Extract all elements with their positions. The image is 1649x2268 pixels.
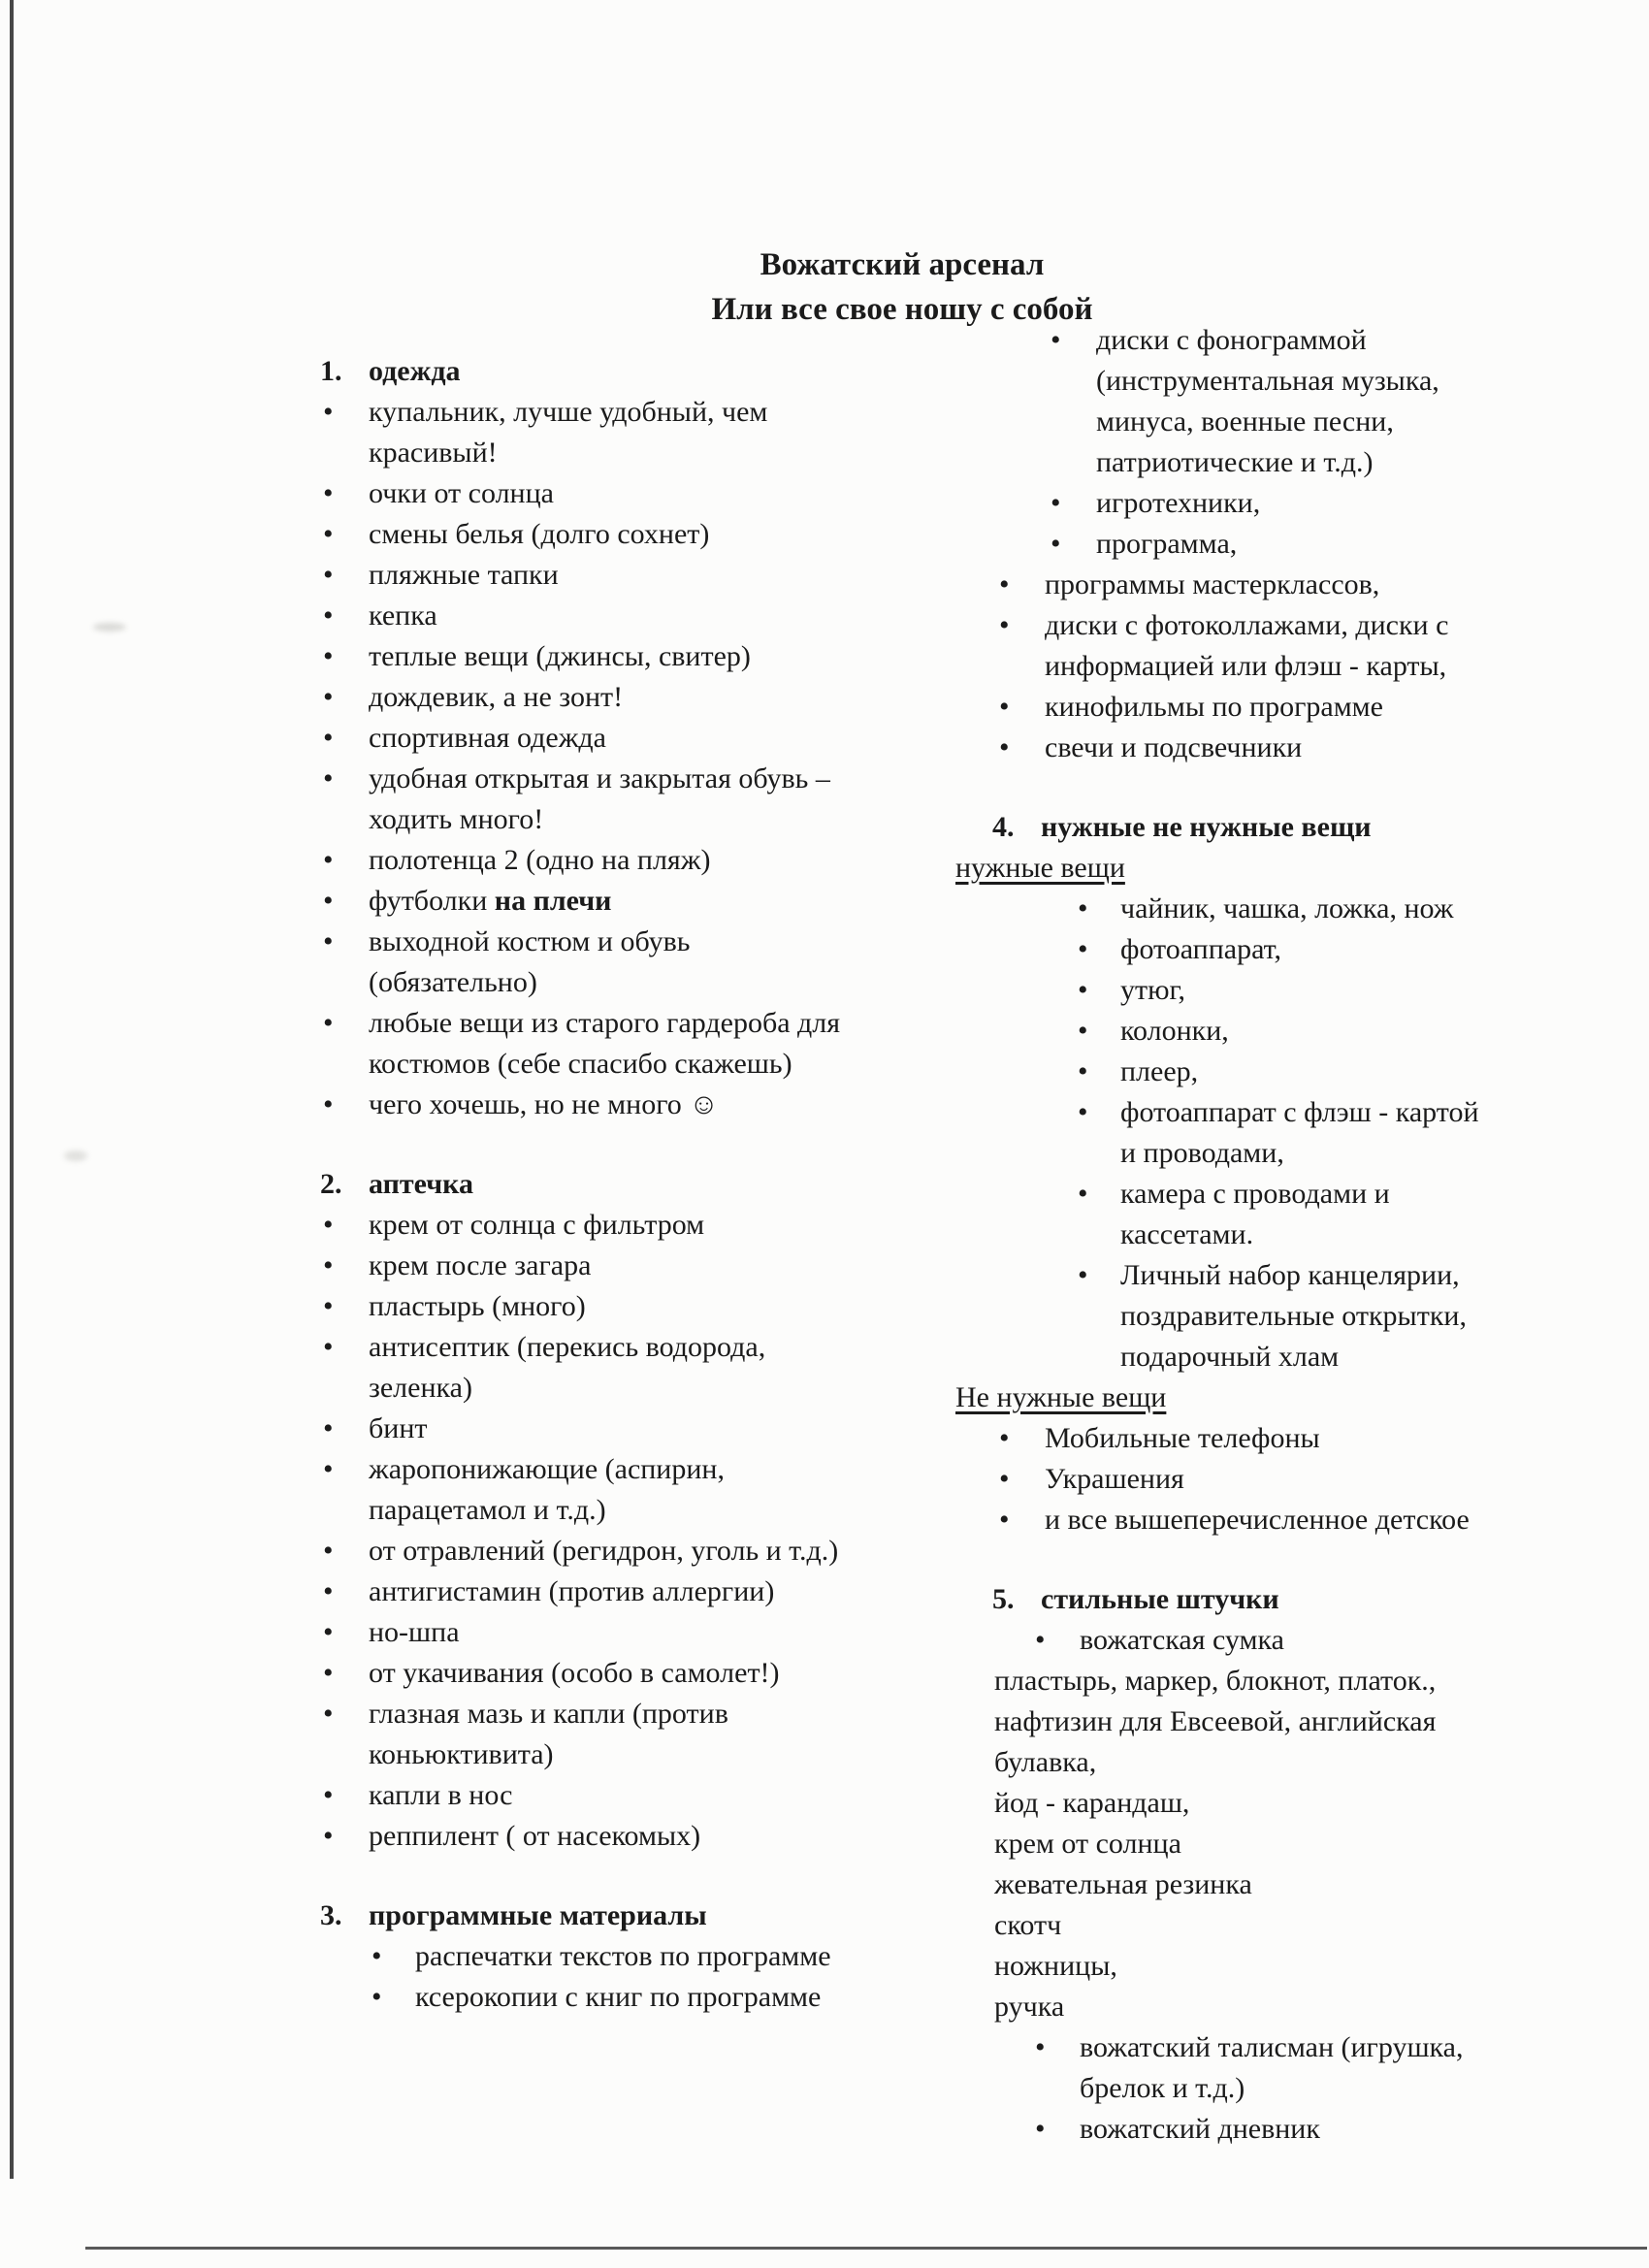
list-item: • купальник, лучше удобный, чем красивый! <box>320 392 844 473</box>
list-item: • Украшения <box>955 1459 1528 1500</box>
list-item: • плеер, <box>955 1052 1528 1092</box>
list-item-text: футболки <box>369 885 495 917</box>
list-item: • диски с фонограммой (инструментальная музыка, минуса, военные песни, патриотические и т.д.) <box>955 320 1528 483</box>
section-stylish-things <box>955 1579 1528 2150</box>
text-line: жевательная резинка <box>994 1868 1252 1900</box>
list-item: • программа, <box>955 524 1528 565</box>
list-item: • Мобильные телефоны <box>955 1418 1528 1459</box>
list-item: • утюг, <box>955 970 1528 1011</box>
list-item: • от отравлений (регидрон, уголь и т.д.) <box>320 1531 844 1571</box>
section-number: 4. <box>992 811 1015 843</box>
list-item: • вожатский дневник <box>955 2109 1528 2150</box>
list-item: • распечатки текстов по программе <box>320 1936 844 1977</box>
section-title: одежда <box>369 355 461 387</box>
text-line: йод - карандаш, <box>994 1787 1190 1819</box>
list-item: • кепка <box>320 596 844 636</box>
list-item: • и все вышеперечисленное детское <box>955 1500 1528 1540</box>
list-item: • камера с проводами и кассетами. <box>955 1174 1528 1255</box>
text-line: скотч <box>994 1909 1062 1941</box>
list-item: • антигистамин (против аллергии) <box>320 1571 844 1612</box>
list-item: • от укачивания (особо в самолет!) <box>320 1653 844 1694</box>
scan-smudge <box>93 623 126 632</box>
section-number: 3. <box>320 1899 342 1931</box>
list-item: • спортивная одежда <box>320 718 844 759</box>
list-item: • но-шпа <box>320 1612 844 1653</box>
section-heading-first-aid <box>320 1164 844 1205</box>
subheading-not-needed: Не нужные вещи <box>955 1381 1167 1413</box>
list-item: • капли в нос <box>320 1775 844 1816</box>
list-item: • чего хочешь, но не много ☺ <box>320 1085 844 1125</box>
list-item: • фотоаппарат с флэш - картой и проводами, <box>955 1092 1528 1174</box>
scan-edge-line-left <box>10 0 14 2179</box>
list-item: • глазная мазь и капли (против коньюктивита) <box>320 1694 844 1775</box>
section-needed-things <box>955 807 1528 1540</box>
section-title: стильные штучки <box>1041 1583 1279 1615</box>
title-line-1: Вожатский арсенал <box>760 247 1045 282</box>
right-column <box>955 320 1528 2150</box>
list-item: • смены белья (долго сохнет) <box>320 514 844 555</box>
list-item: • очки от солнца <box>320 473 844 514</box>
list-item: • колонки, <box>955 1011 1528 1052</box>
list-item: • пляжные тапки <box>320 555 844 596</box>
list-item <box>320 881 844 922</box>
section-title: программные материалы <box>369 1899 707 1931</box>
scan-smudge <box>64 1150 87 1161</box>
subheading-needed: нужные вещи <box>955 852 1125 884</box>
list-item: • ксерокопии с книг по программе <box>320 1977 844 2018</box>
list-item: • бинт <box>320 1409 844 1449</box>
list-item: • антисептик (перекись водорода, зеленка) <box>320 1327 844 1409</box>
list-item: • свечи и подсвечники <box>955 728 1528 768</box>
text-line: крем от солнца <box>994 1828 1181 1860</box>
list-item-bold-text: на плечи <box>494 885 612 917</box>
list-item: • любые вещи из старого гардероба для костюмов (себе спасибо скажешь) <box>320 1003 844 1085</box>
list-item: • жаропонижающие (аспирин, парацетамол и т.д.) <box>320 1449 844 1531</box>
section-title: аптечка <box>369 1168 473 1200</box>
list-item: • реппилент ( от насекомых) <box>320 1816 844 1857</box>
list-item: • чайник, чашка, ложка, нож <box>955 889 1528 929</box>
list-item: • вожатская сумка <box>955 1620 1528 1661</box>
list-item: • вожатский талисман (игрушка, брелок и т.д.) <box>955 2027 1528 2109</box>
document-title <box>711 243 1092 332</box>
list-item: • игротехники, <box>955 483 1528 524</box>
list-item: • дождевик, а не зонт! <box>320 677 844 718</box>
section-title: нужные не нужные вещи <box>1041 811 1372 843</box>
left-column <box>320 351 844 2018</box>
list-item: • крем от солнца с фильтром <box>320 1205 844 1246</box>
text-line: ножницы, <box>994 1950 1117 1982</box>
list-item: • выходной костюм и обувь (обязательно) <box>320 922 844 1003</box>
list-item: • крем после загара <box>320 1246 844 1286</box>
section-number: 1. <box>320 355 342 387</box>
title-line-2: Или все свое ношу с собой <box>711 292 1093 327</box>
scan-edge-line-bottom <box>85 2247 1647 2250</box>
section-number: 2. <box>320 1168 342 1200</box>
text-line: пластырь, маркер, блокнот, платок., нафтизин для Евсеевой, английская булавка, <box>994 1665 1437 1778</box>
list-item: • программы мастерклассов, <box>955 565 1528 605</box>
list-item: • теплые вещи (джинсы, свитер) <box>320 636 844 677</box>
list-item: • диски с фотоколлажами, диски с информацией или флэш - карты, <box>955 605 1528 687</box>
section-heading-clothes <box>320 351 844 392</box>
section-heading-needed-things <box>955 807 1528 848</box>
list-item: • кинофильмы по программе <box>955 687 1528 728</box>
section-heading-stylish-things <box>955 1579 1528 1620</box>
list-item: • фотоаппарат, <box>955 929 1528 970</box>
section-number: 5. <box>992 1583 1015 1615</box>
list-item: • удобная открытая и закрытая обувь – ходить много! <box>320 759 844 840</box>
list-item: • Личный набор канцелярии, поздравительные открытки, подарочный хлам <box>955 1255 1528 1377</box>
section-heading-program-materials <box>320 1895 844 1936</box>
list-item: • пластырь (много) <box>320 1286 844 1327</box>
list-item: • полотенца 2 (одно на пляж) <box>320 840 844 881</box>
text-line: ручка <box>994 1991 1065 2023</box>
